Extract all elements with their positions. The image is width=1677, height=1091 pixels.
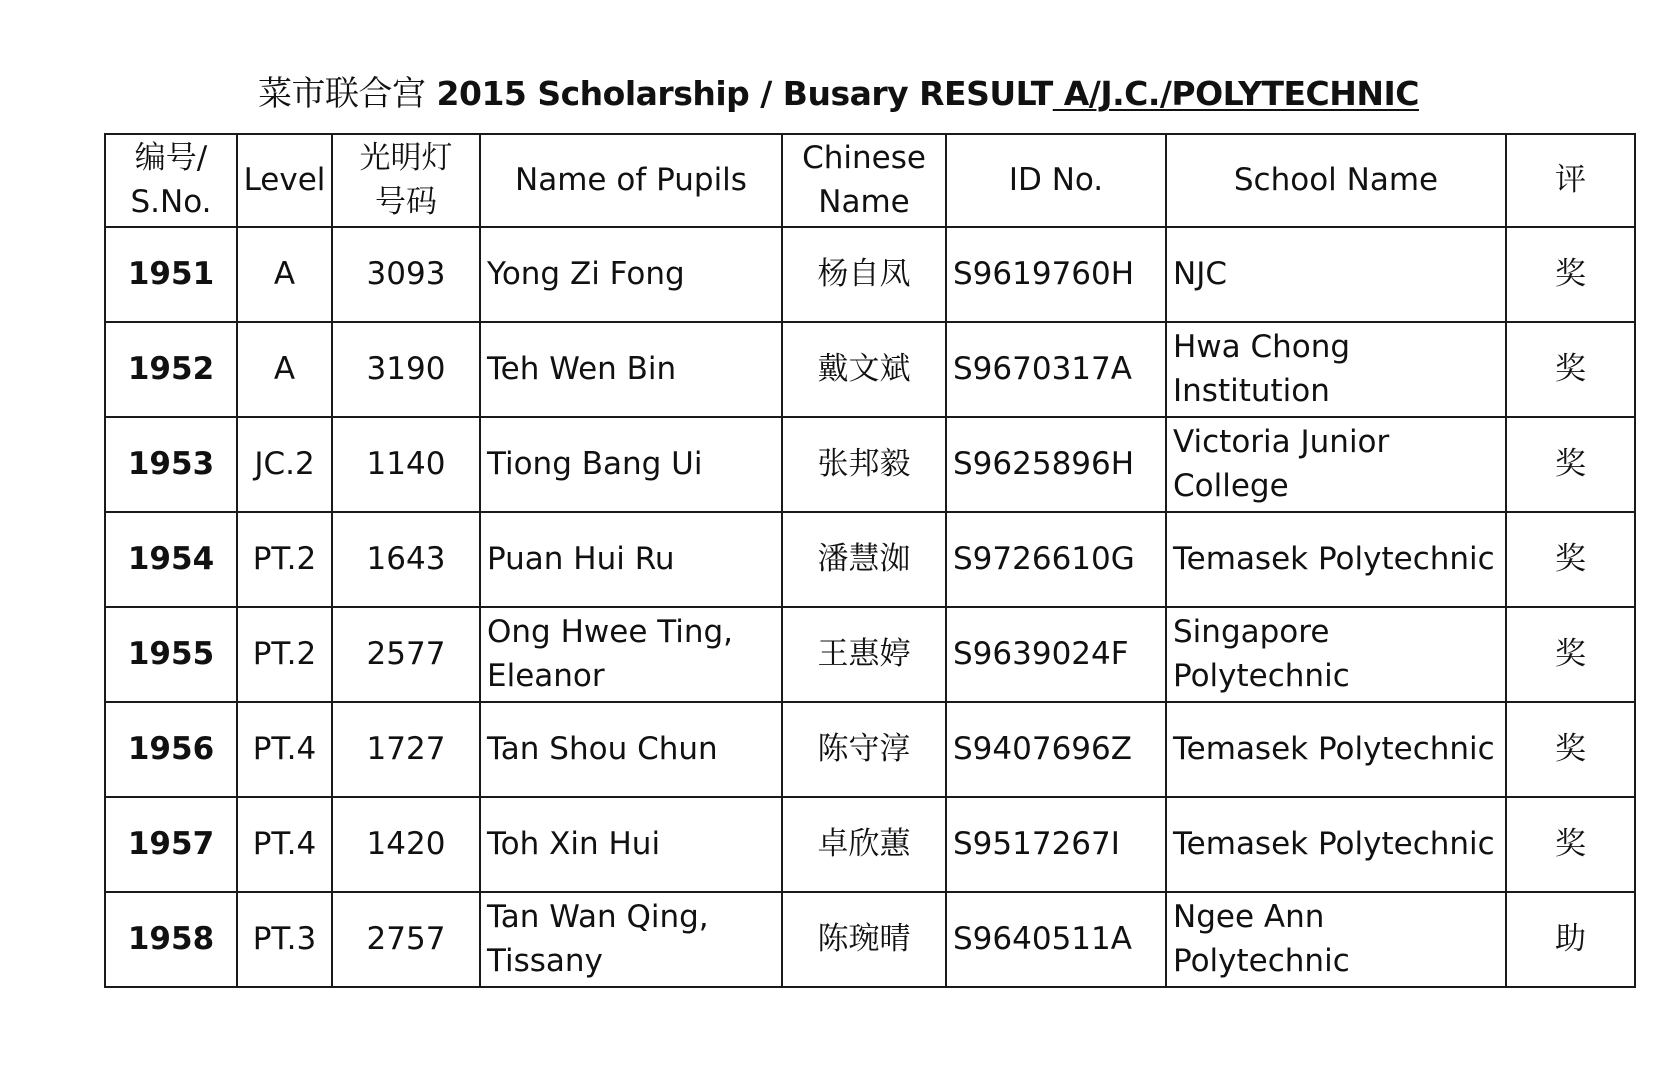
cell-name: Teh Wen Bin: [480, 322, 782, 417]
cell-mark: 奖: [1506, 607, 1635, 702]
cell-name: Yong Zi Fong: [480, 227, 782, 322]
cell-id-no: S9625896H: [946, 417, 1166, 512]
table-row: [105, 607, 1635, 702]
cell-mark: 奖: [1506, 512, 1635, 607]
cell-school: NJC: [1166, 227, 1506, 322]
table-row: [105, 227, 1635, 322]
table-row: [105, 512, 1635, 607]
results-table: [104, 133, 1636, 988]
cell-sno: 1955: [105, 607, 237, 702]
cell-name: Toh Xin Hui: [480, 797, 782, 892]
cell-level: A: [237, 322, 332, 417]
header-light-no: [332, 134, 480, 227]
header-light-no-line1: 光明灯: [359, 140, 453, 177]
cell-light-no: 2577: [332, 607, 480, 702]
cell-id-no: S9517267I: [946, 797, 1166, 892]
cell-light-no: 2757: [332, 892, 480, 987]
header-chinese-name-line1: Chinese: [802, 140, 926, 177]
cell-id-no: S9726610G: [946, 512, 1166, 607]
header-sno-cn: 编号/: [134, 140, 208, 177]
cell-sno: 1951: [105, 227, 237, 322]
cell-light-no: 1643: [332, 512, 480, 607]
cell-id-no: S9640511A: [946, 892, 1166, 987]
cell-light-no: 3190: [332, 322, 480, 417]
cell-chinese-name: 王惠婷: [782, 607, 946, 702]
cell-sno: 1957: [105, 797, 237, 892]
cell-mark: 奖: [1506, 227, 1635, 322]
header-mark: 评: [1506, 134, 1635, 227]
cell-chinese-name: 陈琬晴: [782, 892, 946, 987]
title-category: A/J.C./POLYTECHNIC: [1052, 74, 1419, 113]
cell-school: Hwa Chong Institution: [1166, 322, 1506, 417]
cell-name: Ong Hwee Ting, Eleanor: [480, 607, 782, 702]
cell-id-no: S9619760H: [946, 227, 1166, 322]
title-main: 2015 Scholarship / Busary RESULT: [425, 74, 1053, 113]
cell-name: Puan Hui Ru: [480, 512, 782, 607]
cell-light-no: 1727: [332, 702, 480, 797]
table-row: [105, 797, 1635, 892]
cell-id-no: S9407696Z: [946, 702, 1166, 797]
table-row: [105, 702, 1635, 797]
cell-level: PT.4: [237, 702, 332, 797]
cell-school: Temasek Polytechnic: [1166, 797, 1506, 892]
cell-chinese-name: 张邦毅: [782, 417, 946, 512]
cell-school: Ngee Ann Polytechnic: [1166, 892, 1506, 987]
cell-name: Tan Wan Qing, Tissany: [480, 892, 782, 987]
cell-level: PT.3: [237, 892, 332, 987]
cell-id-no: S9670317A: [946, 322, 1166, 417]
table-row: [105, 322, 1635, 417]
cell-sno: 1953: [105, 417, 237, 512]
cell-chinese-name: 潘慧洳: [782, 512, 946, 607]
cell-chinese-name: 戴文斌: [782, 322, 946, 417]
cell-sno: 1956: [105, 702, 237, 797]
header-chinese-name-line2: Name: [818, 183, 910, 220]
cell-mark: 助: [1506, 892, 1635, 987]
cell-light-no: 1140: [332, 417, 480, 512]
header-sno-en: S.No.: [130, 183, 212, 220]
cell-mark: 奖: [1506, 702, 1635, 797]
cell-mark: 奖: [1506, 797, 1635, 892]
cell-level: PT.4: [237, 797, 332, 892]
cell-light-no: 3093: [332, 227, 480, 322]
cell-chinese-name: 陈守淳: [782, 702, 946, 797]
cell-level: JC.2: [237, 417, 332, 512]
header-light-no-line2: 号码: [375, 183, 437, 220]
cell-level: A: [237, 227, 332, 322]
table-row: [105, 892, 1635, 987]
cell-light-no: 1420: [332, 797, 480, 892]
header-level: Level: [237, 134, 332, 227]
cell-level: PT.2: [237, 607, 332, 702]
cell-school: Temasek Polytechnic: [1166, 512, 1506, 607]
table-row: [105, 417, 1635, 512]
cell-sno: 1958: [105, 892, 237, 987]
cell-level: PT.2: [237, 512, 332, 607]
cell-sno: 1952: [105, 322, 237, 417]
cell-name: Tiong Bang Ui: [480, 417, 782, 512]
cell-chinese-name: 卓欣蕙: [782, 797, 946, 892]
cell-school: Singapore Polytechnic: [1166, 607, 1506, 702]
cell-chinese-name: 杨自凤: [782, 227, 946, 322]
header-id-no: ID No.: [946, 134, 1166, 227]
table-header-row: [105, 134, 1635, 227]
page-title: [0, 66, 1677, 115]
cell-mark: 奖: [1506, 322, 1635, 417]
header-school: School Name: [1166, 134, 1506, 227]
cell-id-no: S9639024F: [946, 607, 1166, 702]
header-chinese-name: [782, 134, 946, 227]
cell-school: Temasek Polytechnic: [1166, 702, 1506, 797]
cell-school: Victoria Junior College: [1166, 417, 1506, 512]
cell-sno: 1954: [105, 512, 237, 607]
cell-name: Tan Shou Chun: [480, 702, 782, 797]
header-sno: [105, 134, 237, 227]
header-name: Name of Pupils: [480, 134, 782, 227]
cell-mark: 奖: [1506, 417, 1635, 512]
title-chinese: 菜市联合宫: [258, 74, 426, 114]
